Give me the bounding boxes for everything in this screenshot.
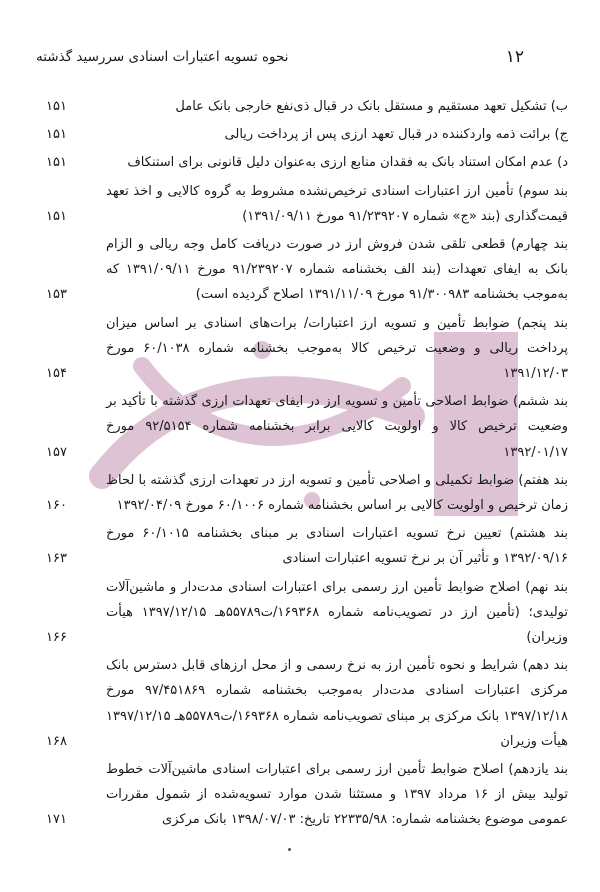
- page-number: ۱۲: [505, 47, 524, 67]
- toc-entry-title: د) عدم امکان استناد بانک به فقدان منابع ارزی به‌عنوان دلیل قانونی برای استنکاف: [127, 155, 568, 171]
- toc-entry-title: بند پنجم) ضوابط تأمین و تسویه ارز اعتبارات/ برات‌های اسنادی بر اساس میزان پرداخت ریالی و وضعیت ترخیص کالا به‌موجب بخشنامه شماره ۶۰/۱۰۳۸ مورخ ۱۳۹۱/۱۲/۰۳: [106, 315, 568, 382]
- toc-entry-page: ۱۵۴: [46, 366, 67, 382]
- toc-entry-title: ج) برائت ذمه واردکننده در قبال تعهد ارزی پس از پرداخت ریالی: [224, 127, 568, 143]
- toc-entry-page: ۱۵۱: [46, 155, 67, 171]
- toc-entry-title: ب) تشکیل تعهد مستقیم و مستقل بانک در قبال ذی‌نفع خارجی بانک عامل: [175, 99, 568, 114]
- toc-entry-title: بند سوم) تأمین ارز اعتبارات اسنادی ترخیص‌نشده مشروط به گروه کالایی و اخذ تعهد قیمت‌گذاری (بند «ج» شماره ۹۱/۲۳۹۲۰۷ مورخ ۱۳۹۱/۰۹/۱۱): [106, 183, 568, 224]
- toc-entry: [40, 311, 568, 387]
- footer-dot: [288, 848, 291, 851]
- toc-entry-page: ۱۶۶: [46, 630, 67, 646]
- running-title: نحوه تسویه اعتبارات اسنادی سررسید گذشته: [36, 49, 289, 65]
- toc-entry-title: بند چهارم) قطعی تلقی شدن فروش ارز در صورت دریافت کامل وجه ریالی و الزام بانک به ایفای تعهدات (بند الف بخشنامه شماره ۹۱/۲۳۹۲۰۷ مورخ ۱۳۹۱/۰۹/۱۱ که به‌موجب بخشنامه ۹۱/۳۰۰۹۸۳ مورخ ۱۳۹۱/۱۱/۰۹ اصلاح گردیده است): [106, 237, 568, 303]
- toc-entry-page: ۱۶۸: [46, 733, 67, 749]
- toc-entry-page: ۱۵۷: [46, 444, 67, 460]
- toc-entry: [40, 653, 568, 754]
- toc-entry: [40, 757, 568, 833]
- table-of-contents: [40, 94, 568, 836]
- toc-entry-title: بند دهم) شرایط و نحوه تأمین ارز به نرخ رسمی و از محل ارزهای قابل دسترس بانک مرکزی اعتبارات اسنادی مدت‌دار به‌موجب بخشنامه شماره ۹۷/۴۵۱۸۶۹ مورخ ۱۳۹۷/۱۲/۱۸ بانک مرکزی بر مبنای تصویب‌نامه شماره ۱۶۹۳۶۸/ت۵۵۷۸۹هـ ۱۳۹۷/۱۲/۱۵ هیأت وزیران: [106, 658, 568, 749]
- toc-entry: [40, 150, 568, 175]
- toc-entry: [40, 232, 568, 308]
- toc-entry-page: ۱۵۳: [46, 287, 67, 303]
- toc-entry: [40, 122, 568, 147]
- toc-entry-page: ۱۵۱: [46, 208, 67, 224]
- page-header: [36, 46, 524, 68]
- toc-entry-title: بند یازدهم) اصلاح ضوابط تأمین ارز رسمی برای اعتبارات اسنادی ماشین‌آلات خطوط تولید بیش از ۱۶ مرداد ۱۳۹۷ و مستثنا شدن موارد تسویه‌شده از شمول مقررات عمومی موضوع بخشنامه شماره: ۲۲۳۳۵/۹۸ تاریخ: ۱۳۹۸/۰۷/۰۳ بانک مرکزی: [106, 762, 568, 828]
- toc-entry: [40, 389, 568, 465]
- toc-entry-page: ۱۵۱: [46, 127, 67, 143]
- toc-entry-page: ۱۵۱: [46, 99, 67, 114]
- toc-entry-title: بند ششم) ضوابط اصلاحی تأمین و تسویه ارز در ایفای تعهدات ارزی گذشته با تأکید بر وضعیت ترخیص کالا و اولویت کالایی برابر بخشنامه شماره ۹۲/۵۱۵۴ مورخ ۱۳۹۲/۰۱/۱۷: [106, 394, 569, 460]
- toc-entry: [40, 179, 568, 229]
- toc-entry: [40, 575, 568, 651]
- toc-entry-title: بند نهم) اصلاح ضوابط تأمین ارز رسمی برای اعتبارات اسنادی مدت‌دار و ماشین‌آلات تولیدی؛ (تأمین ارز در تصویب‌نامه شماره ۱۶۹۳۶۸/ت۵۵۷۸۹هـ ۱۳۹۷/۱۲/۱۵ هیأت وزیران): [106, 579, 568, 646]
- toc-entry-page: ۱۶۳: [46, 551, 67, 567]
- toc-entry: [40, 521, 568, 571]
- toc-entry-page: ۱۷۱: [46, 812, 67, 828]
- toc-entry: [40, 94, 568, 119]
- toc-entry-page: ۱۶۰: [46, 498, 67, 514]
- toc-entry: [40, 468, 568, 518]
- toc-entry-title: بند هفتم) ضوابط تکمیلی و اصلاحی تأمین و تسویه ارز در تعهدات ارزی گذشته با لحاظ زمان ترخیص و اولویت کالایی بر اساس بخشنامه شماره ۶۰/۱۰۰۶ مورخ ۱۳۹۲/۰۴/۰۹: [106, 472, 568, 514]
- toc-entry-title: بند هشتم) تعیین نرخ تسویه اعتبارات اسنادی بر مبنای بخشنامه ۶۰/۱۰۱۵ مورخ ۱۳۹۲/۰۹/۱۶ و تأثیر آن بر نرخ تسویه اعتبارات اسنادی: [106, 526, 568, 567]
